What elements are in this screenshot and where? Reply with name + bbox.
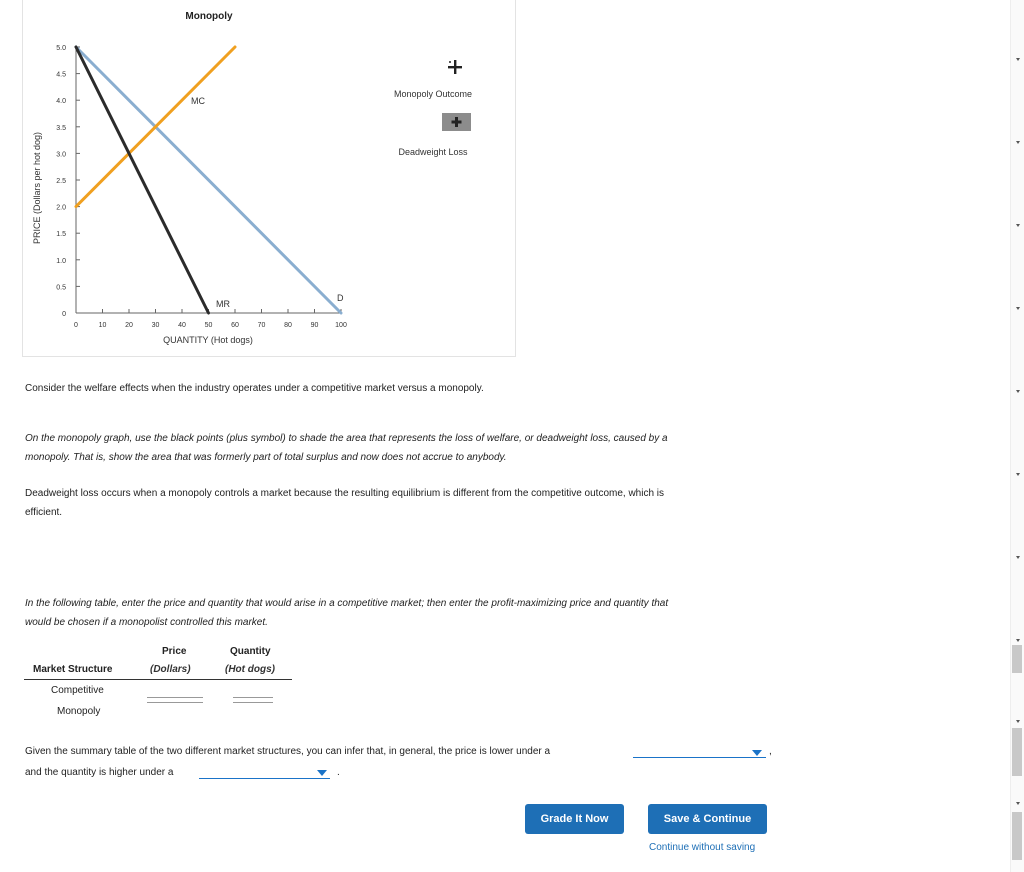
instruction-welfare: Consider the welfare effects when the industry operates under a competitive market versus a monopoly. (25, 383, 484, 394)
y-tick-label: 0 (62, 311, 66, 318)
y-tick-label: 5.0 (56, 45, 66, 52)
scrollbar-thumb[interactable] (1012, 728, 1022, 776)
col-market-structure-header: Market Structure (33, 664, 113, 675)
monopoly-outcome-label: Monopoly Outcome (393, 89, 473, 99)
save-continue-button[interactable]: Save & Continue (648, 804, 767, 834)
scrollbar-thumb[interactable] (1012, 812, 1022, 860)
instruction-deadweight-line2: efficient. (25, 507, 63, 518)
competitive-price-input[interactable] (147, 697, 203, 703)
deadweight-loss-tool[interactable] (442, 113, 471, 131)
y-axis-label: PRICE (Dollars per hot dog) (32, 131, 42, 245)
scroll-arrow-icon[interactable] (1016, 224, 1020, 227)
x-tick-label: 90 (310, 322, 319, 329)
scrollbar-thumb[interactable] (1012, 645, 1022, 673)
y-tick-label: 4.0 (56, 98, 66, 106)
scroll-arrow-icon[interactable] (1016, 141, 1020, 144)
x-tick-label: 10 (98, 322, 107, 329)
summary-line2: and the quantity is higher under a (25, 767, 174, 778)
y-tick-label: 1.0 (56, 257, 66, 265)
mr-label: MR (216, 299, 230, 309)
scroll-arrow-icon[interactable] (1016, 58, 1020, 61)
y-tick-label: 3.0 (56, 151, 66, 159)
y-tick-label: 2.0 (56, 204, 66, 212)
scroll-arrow-icon[interactable] (1016, 473, 1020, 476)
x-tick-label: 20 (125, 322, 133, 329)
y-tick-label: 3.5 (56, 124, 66, 132)
col-price-header: Price (162, 646, 187, 657)
monopoly-graph[interactable] (23, 0, 515, 357)
market-dropdown-price[interactable] (633, 745, 766, 758)
scroll-arrow-icon[interactable] (1016, 639, 1020, 642)
scroll-arrow-icon[interactable] (1016, 802, 1020, 805)
x-tick-label: 40 (178, 322, 186, 329)
market-dropdown-quantity[interactable] (199, 766, 330, 779)
mc-label: MC (191, 96, 205, 106)
x-tick-label: 80 (284, 322, 292, 329)
x-axis-ticks (74, 309, 347, 329)
y-tick-label: 1.5 (56, 231, 66, 239)
table-header-rule (24, 679, 292, 680)
y-axis-ticks (56, 45, 80, 318)
x-tick-label: 0 (74, 322, 78, 329)
col-quantity-header: Quantity (230, 646, 271, 657)
demand-label: D (337, 293, 344, 303)
x-axis-label: QUANTITY (Hot dogs) (163, 335, 253, 345)
instruction-table-line1: In the following table, enter the price and quantity that would arise in a competitive market; then enter the profit-maximizing price and quantity that (25, 598, 669, 609)
y-tick-label: 2.5 (56, 178, 66, 185)
chevron-down-icon[interactable] (752, 750, 762, 756)
x-tick-label: 30 (151, 322, 160, 329)
graph-title: Monopoly (185, 11, 233, 22)
graph-panel (22, 0, 516, 357)
demand-curve (76, 47, 341, 313)
chevron-down-icon[interactable] (317, 770, 327, 776)
scroll-arrow-icon[interactable] (1016, 307, 1020, 310)
instruction-shade-line2: monopoly. That is, show the area that was formerly part of total surplus and now does not accrue to anybody. (25, 452, 507, 463)
curves (76, 47, 341, 313)
summary-line2-period: . (337, 767, 340, 778)
competitive-quantity-input[interactable] (233, 697, 273, 703)
instruction-table-line2: would be chosen if a monopolist controlled this market. (25, 617, 268, 628)
instruction-shade-line1: On the monopoly graph, use the black points (plus symbol) to shade the area that represents the loss of welfare, or deadweight loss, caused by a (25, 433, 668, 444)
deadweight-loss-label: Deadweight Loss (398, 147, 468, 157)
mr-curve (76, 47, 209, 313)
summary-line1-comma: , (769, 746, 772, 757)
scroll-arrow-icon[interactable] (1016, 556, 1020, 559)
x-tick-label: 50 (204, 322, 213, 329)
scroll-arrow-icon[interactable] (1016, 720, 1020, 723)
gray-plus-swatch-icon (442, 113, 471, 131)
x-tick-label: 60 (231, 322, 239, 329)
y-tick-label: 4.5 (56, 71, 66, 79)
row-competitive-label: Competitive (51, 685, 104, 696)
plus-icon[interactable] (446, 58, 464, 76)
scroll-arrow-icon[interactable] (1016, 390, 1020, 393)
col-price-unit: (Dollars) (150, 664, 191, 675)
instruction-deadweight-line1: Deadweight loss occurs when a monopoly controls a market because the resulting equilibrium is different from the competitive outcome, which is (25, 488, 665, 499)
col-quantity-unit: (Hot dogs) (225, 664, 275, 675)
y-tick-label: 0.5 (56, 284, 66, 292)
continue-without-saving-link[interactable]: Continue without saving (649, 842, 756, 853)
x-tick-label: 70 (257, 322, 266, 329)
summary-line1: Given the summary table of the two different market structures, you can infer that, in general, the price is lower under a (25, 746, 551, 757)
row-monopoly-label: Monopoly (57, 706, 101, 717)
x-tick-label: 100 (335, 322, 347, 329)
grade-it-now-button[interactable]: Grade It Now (525, 804, 624, 834)
